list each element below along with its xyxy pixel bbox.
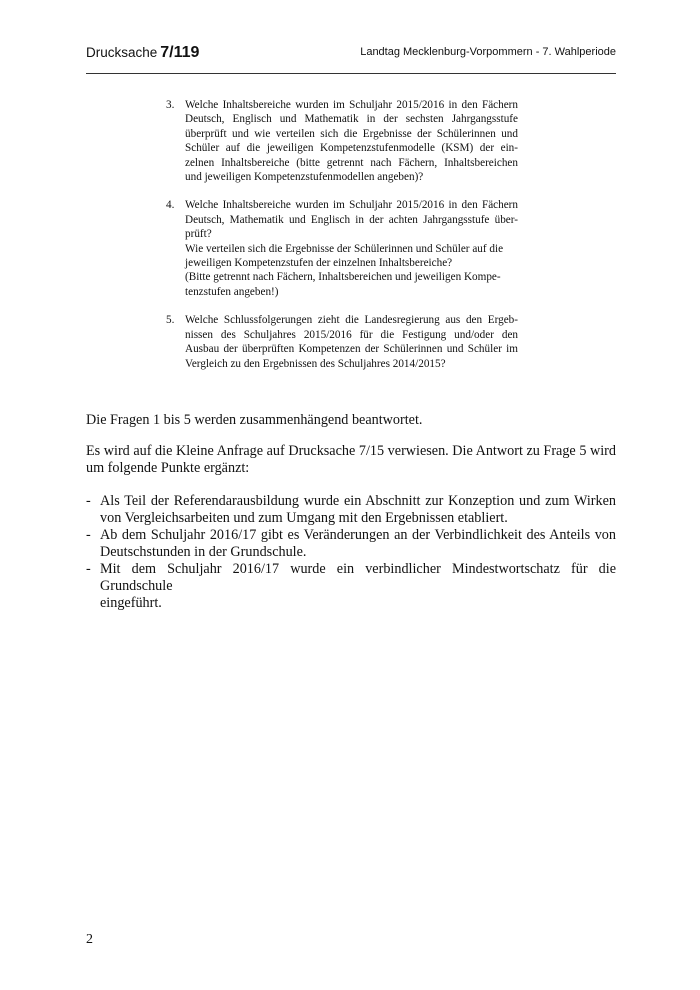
bullet-line: eingeführt. — [100, 595, 162, 611]
question-3 — [166, 98, 518, 184]
question-line: überprüft und wie verteilen sich die Ergebnisse der Schülerinnen und — [185, 127, 518, 140]
bullet-dash: - — [86, 561, 91, 577]
answer-intro: Die Fragen 1 bis 5 werden zusammenhängend beantwortet. — [86, 412, 423, 428]
page-number: 2 — [86, 932, 93, 947]
question-line: jeweiligen Kompetenzstufen der einzelnen Inhaltsbereiche? — [185, 257, 453, 270]
answer-reference — [86, 443, 616, 477]
bullet-line: Ab dem Schuljahr 2016/17 gibt es Veränderungen an der Verbindlichkeit des Anteils von — [100, 527, 616, 543]
doc-reference — [86, 44, 199, 62]
question-number: 3. — [166, 99, 175, 111]
answer-line: um folgende Punkte ergänzt: — [86, 460, 250, 476]
question-line: nissen des Schuljahres 2015/2016 für die Festigung und/oder den — [185, 328, 518, 341]
question-line: Vergleich zu den Ergebnissen des Schuljahres 2014/2015? — [185, 357, 446, 370]
question-line: tenzstufen angeben!) — [185, 285, 279, 298]
question-line: prüft? — [185, 228, 212, 241]
bullet-dash: - — [86, 493, 91, 509]
question-line: Ausbau der überprüften Kompetenzen der Schülerinnen und Schüler im — [185, 343, 518, 356]
question-line: Deutsch, Englisch und Mathematik in der sechsten Jahrgangsstufe — [185, 113, 518, 126]
bullet-line: Als Teil der Referendarausbildung wurde ein Abschnitt zur Konzeption und zum Wirken — [100, 493, 616, 509]
doc-number: 7/119 — [160, 44, 200, 61]
question-line: Welche Inhaltsbereiche wurden im Schuljahr 2015/2016 in den Fächern — [185, 99, 518, 111]
page-header — [86, 44, 616, 66]
bullet-line: Deutschstunden in der Grundschule. — [100, 544, 307, 560]
question-5 — [166, 313, 518, 371]
question-line: (Bitte getrennt nach Fächern, Inhaltsbereichen und jeweiligen Kompe- — [185, 271, 501, 284]
doc-label: Drucksache — [86, 45, 158, 60]
question-line: Welche Schlussfolgerungen zieht die Landesregierung aus den Ergeb- — [185, 314, 518, 327]
bullet-line: von Vergleichsarbeiten und zum Umgang mit den Ergebnissen etabliert. — [100, 510, 508, 526]
answer-line: Es wird auf die Kleine Anfrage auf Drucksache 7/15 verwiesen. Die Antwort zu Frage 5 wird — [86, 443, 616, 459]
question-number: 4. — [166, 199, 175, 212]
bullet-item — [86, 527, 616, 561]
bullet-line: Mit dem Schuljahr 2016/17 wurde ein verbindlicher Mindestwortschatz für die Grundschule — [100, 561, 616, 594]
question-line: Schüler auf die jeweiligen Kompetenzstufenmodelle (KSM) der ein- — [185, 142, 518, 155]
bullet-dash: - — [86, 527, 91, 543]
bullet-item — [86, 561, 616, 612]
question-line: Welche Inhaltsbereiche wurden im Schuljahr 2015/2016 in den Fächern — [185, 199, 518, 212]
parliament-label: Landtag Mecklenburg-Vorpommern - 7. Wahlperiode — [360, 46, 616, 58]
question-4 — [166, 198, 518, 299]
question-line: zelnen Inhaltsbereiche (bitte getrennt nach Fächern, Inhaltsbereichen — [185, 156, 518, 169]
question-line: Wie verteilen sich die Ergebnisse der Schülerinnen und Schüler auf die — [185, 242, 504, 255]
header-rule — [86, 73, 616, 74]
question-line: und jeweiligen Kompetenzstufenmodellen angeben)? — [185, 171, 424, 184]
question-line: Deutsch, Mathematik und Englisch in der achten Jahrgangsstufe über- — [185, 213, 518, 226]
question-number: 5. — [166, 314, 175, 327]
answer-bullet-list — [86, 493, 616, 612]
bullet-item — [86, 493, 616, 527]
question-list — [166, 98, 518, 385]
